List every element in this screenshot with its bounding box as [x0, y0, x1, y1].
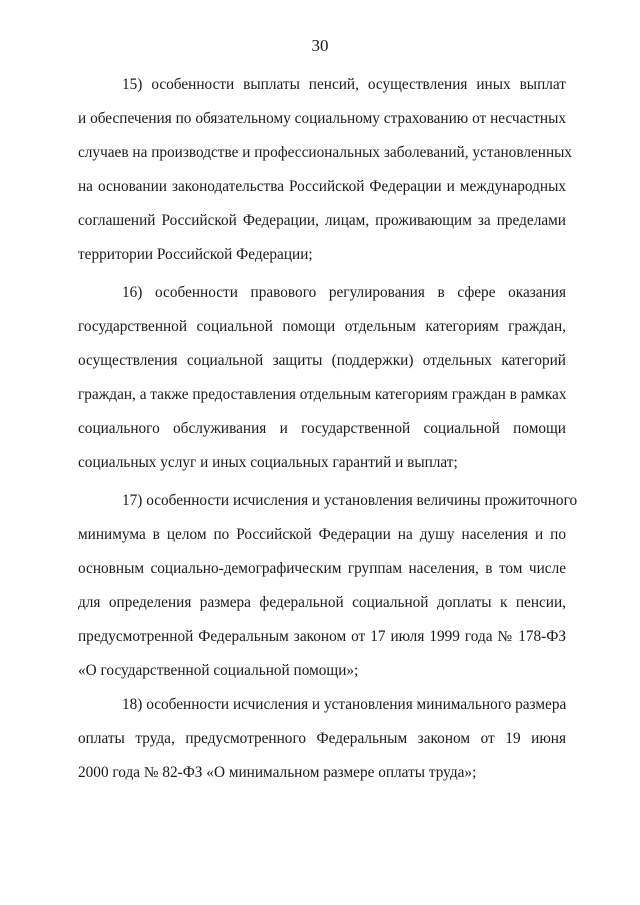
paragraph-line: 18) особенности исчисления и установления минимального размера: [122, 696, 567, 713]
paragraph-line: 2000 года № 82-ФЗ «О минимальном размере оплаты труда»;: [78, 764, 477, 781]
paragraph-line: предусмотренной Федеральным законом от 17 июля 1999 года № 178-ФЗ: [78, 628, 566, 645]
paragraph-line: основным социально-демографическим группам населения, в том числе: [78, 560, 566, 577]
paragraph-line: осуществления социальной защиты (поддержки) отдельных категорий: [78, 352, 566, 369]
list-item-18: [78, 688, 566, 790]
paragraph-line: социального обслуживания и государственной социальной помощи: [78, 420, 566, 437]
paragraph-line: оплаты труда, предусмотренного Федеральным законом от 19 июня: [78, 730, 566, 747]
paragraph-line: и обеспечения по обязательному социальному страхованию от несчастных: [78, 110, 566, 127]
paragraph-line: территории Российской Федерации;: [78, 246, 313, 263]
paragraph-line: случаев на производстве и профессиональных заболеваний, установленных: [78, 144, 573, 161]
paragraph-line: 15) особенности выплаты пенсий, осуществления иных выплат: [122, 76, 566, 93]
paragraph-line: государственной социальной помощи отдельным категориям граждан,: [78, 318, 566, 335]
paragraph-line: соглашений Российской Федерации, лицам, проживающим за пределами: [78, 212, 566, 229]
paragraph-line: для определения размера федеральной социальной доплаты к пенсии,: [78, 594, 566, 611]
paragraph-line: «О государственной социальной помощи»;: [78, 662, 359, 679]
paragraph-line: 17) особенности исчисления и установления величины прожиточного: [122, 492, 578, 509]
paragraph-line: граждан, а также предоставления отдельным категориям граждан в рамках: [78, 386, 567, 403]
list-item-17: [78, 484, 578, 688]
page-number: 30: [311, 36, 329, 55]
list-item-16: [78, 276, 566, 480]
list-item-15: [78, 68, 573, 272]
paragraph-line: минимума в целом по Российской Федерации на душу населения и по: [78, 526, 566, 543]
paragraph-line: 16) особенности правового регулирования в сфере оказания: [122, 284, 566, 301]
paragraph-line: на основании законодательства Российской Федерации и международных: [78, 178, 566, 195]
paragraph-line: социальных услуг и иных социальных гарантий и выплат;: [78, 454, 458, 471]
